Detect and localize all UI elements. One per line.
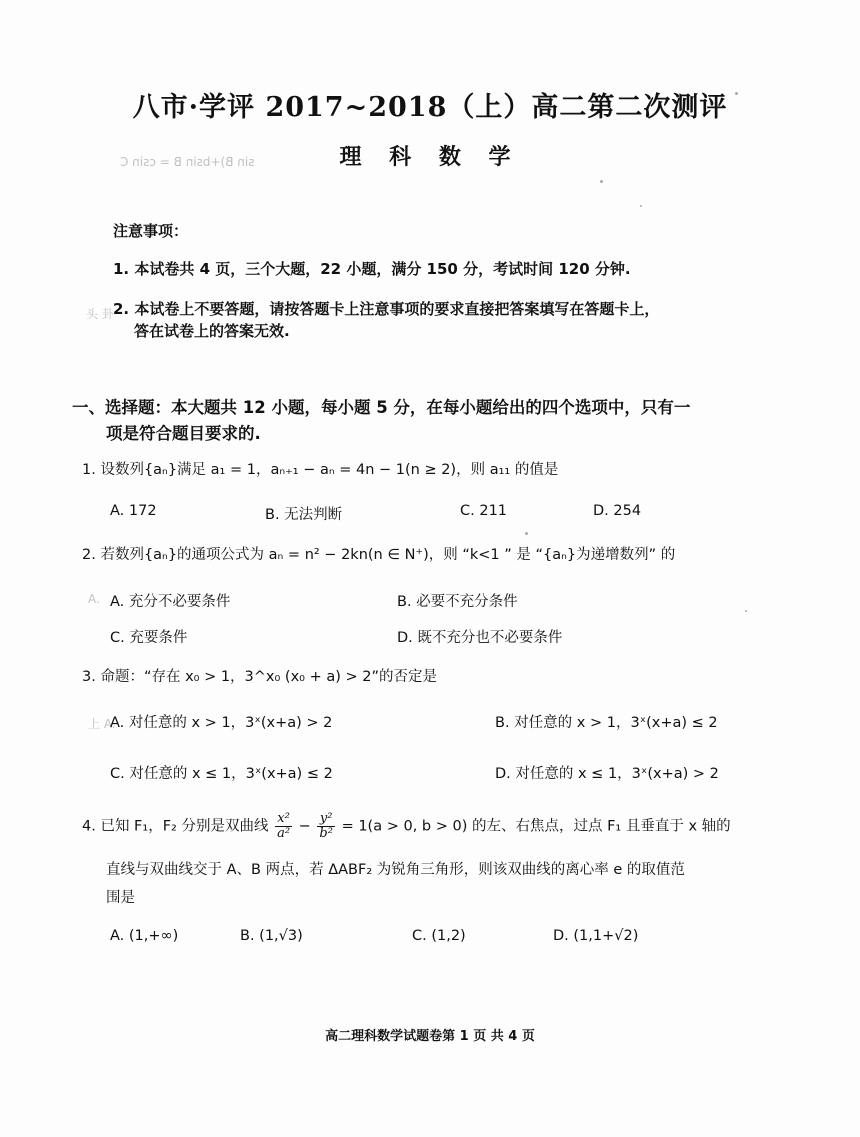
bleed-margin-text: 头 卦 (86, 307, 114, 321)
note-item: 2. 本试卷上不要答题，请按答题卡上注意事项的要求直接把答案填写在答题卡上， (113, 300, 660, 318)
bleed-margin-text: 上 A. (88, 717, 116, 731)
stem-text: = 1(a > 0, b > 0) 的左、右焦点，过点 F₁ 且垂直于 x 轴的 (341, 818, 731, 835)
fraction-y2-b2 (317, 812, 335, 841)
scan-speck (640, 205, 642, 207)
bleed-margin-text: A. (88, 592, 100, 606)
option-d: D. 对任意的 x ≤ 1，3ˣ(x+a) > 2 (495, 766, 719, 782)
question-stem (82, 812, 731, 841)
option-a: A. 172 (110, 503, 157, 519)
exam-title: 八市·学评 2017~2018（上）高二第二次测评 (132, 92, 728, 123)
stem-text: 4. 已知 F₁，F₂ 分别是双曲线 (82, 818, 269, 835)
scan-speck (525, 532, 528, 535)
section-heading-line: 项是符合题目要求的. (106, 424, 261, 443)
question-stem: 1. 设数列{aₙ}满足 a₁ = 1，aₙ₊₁ − aₙ = 4n − 1(n ≥ 2)，则 a₁₁ 的值是 (82, 462, 559, 478)
option-a: A. 充分不必要条件 (110, 594, 231, 610)
notes-heading: 注意事项： (113, 222, 189, 240)
fraction-denominator: a² (277, 826, 291, 841)
note-item: 答在试卷上的答案无效. (134, 322, 290, 340)
option-a: A. (1,+∞) (110, 928, 179, 944)
option-d: D. 254 (593, 503, 642, 519)
option-b: B. 对任意的 x > 1，3ˣ(x+a) ≤ 2 (495, 715, 718, 731)
fraction-numerator: x² (275, 812, 292, 827)
option-a: A. 对任意的 x > 1，3ˣ(x+a) > 2 (110, 715, 333, 731)
section-heading (72, 395, 772, 447)
option-b: B. 无法判断 (265, 507, 343, 523)
option-c: C. 充要条件 (110, 630, 188, 646)
scan-speck (745, 610, 747, 612)
question-stem-line: 围是 (106, 890, 135, 906)
option-d: D. (1,1+√2) (553, 928, 639, 944)
section-heading-line: 一、选择题：本大题共 12 小题，每小题 5 分，在每小题给出的四个选项中，只有一 (72, 398, 691, 417)
fraction-denominator: b² (319, 826, 333, 841)
question-stem: 2. 若数列{aₙ}的通项公式为 aₙ = n² − 2kn(n ∈ N⁺)，则 “k<1 ” 是 “{aₙ}为递增数列” 的 (82, 547, 676, 563)
fraction-numerator: y² (317, 812, 335, 827)
scan-speck (600, 180, 603, 183)
option-b: B. 必要不充分条件 (397, 594, 518, 610)
option-c: C. 对任意的 x ≤ 1，3ˣ(x+a) ≤ 2 (110, 766, 333, 782)
option-b: B. (1,√3) (240, 928, 303, 944)
bleed-text: sin B)+bsin B = csin C (120, 155, 255, 169)
question-stem-line: 直线与双曲线交于 A、B 两点，若 ΔABF₂ 为锐角三角形，则该双曲线的离心率 e 的取值范 (106, 862, 685, 878)
page-footer: 高二理科数学试题卷第 1 页 共 4 页 (325, 1029, 535, 1044)
option-c: C. (1,2) (412, 928, 466, 944)
option-c: C. 211 (460, 503, 508, 519)
option-d: D. 既不充分也不必要条件 (397, 630, 563, 646)
exam-subtitle: 理 科 数 学 (339, 144, 521, 170)
minus-sign: − (298, 818, 311, 835)
fraction-x2-a2 (275, 812, 292, 841)
note-item: 1. 本试卷共 4 页，三个大题，22 小题，满分 150 分，考试时间 120 分钟. (113, 260, 631, 278)
question-stem: 3. 命题：“存在 x₀ > 1，3^x₀ (x₀ + a) > 2”的否定是 (82, 669, 437, 685)
